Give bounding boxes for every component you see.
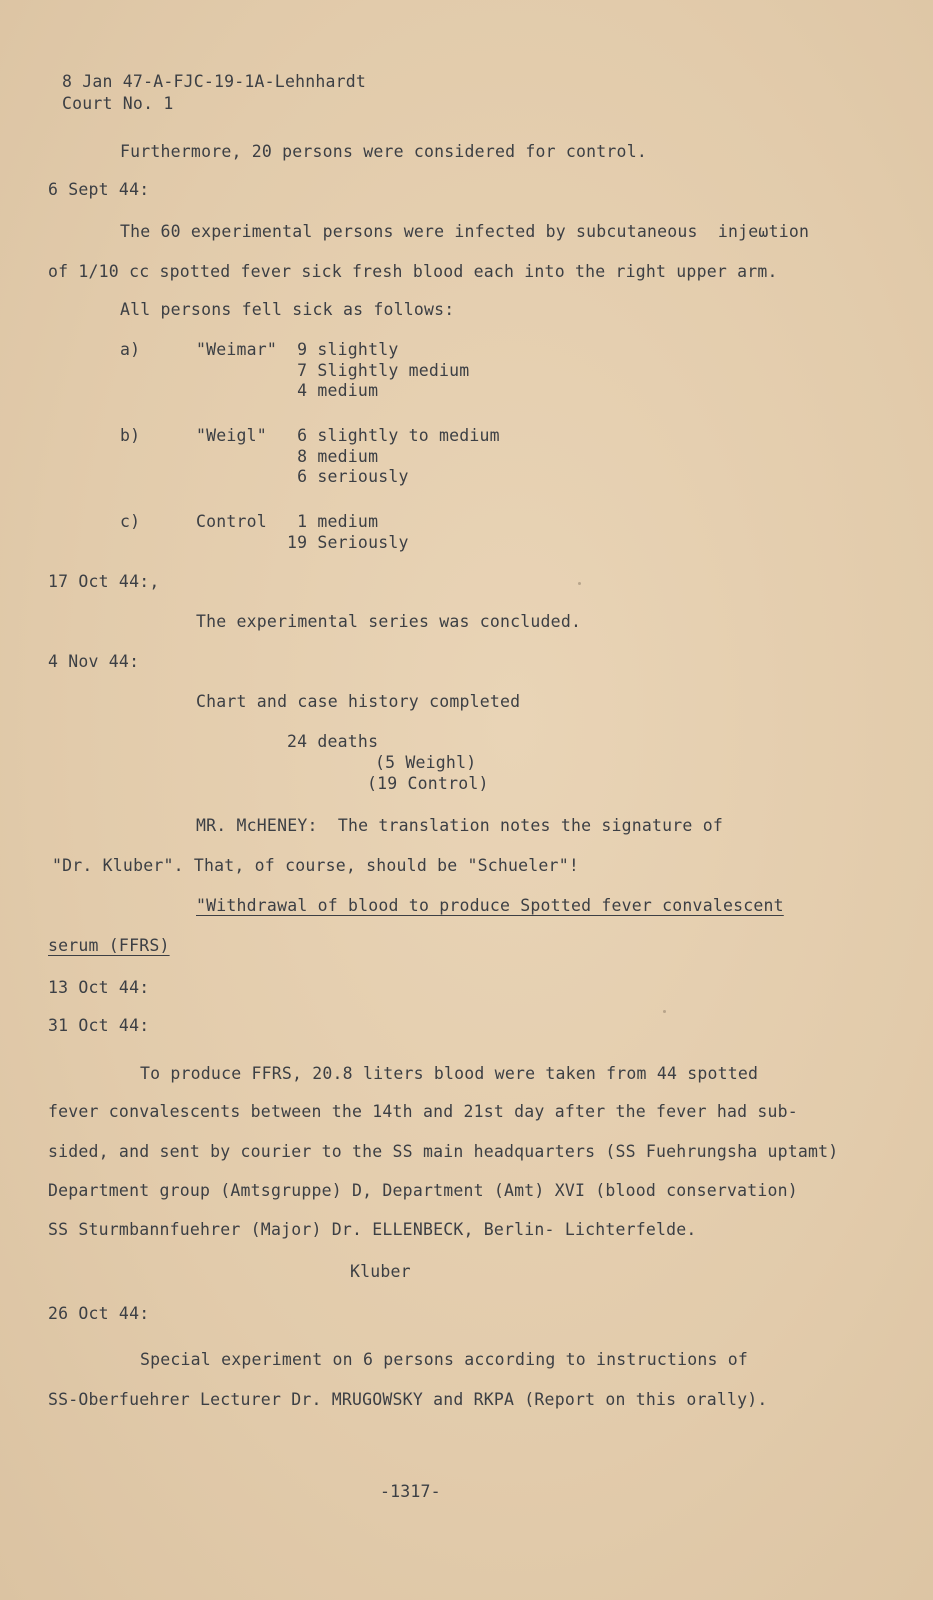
- mcheney-line-1: MR. McHENEY: The translation notes the signature of: [196, 816, 723, 835]
- group-c-outcome: 19 Seriously: [287, 533, 409, 552]
- group-b-outcome: 6 seriously: [287, 467, 409, 486]
- ffrs-line: sided, and sent by courier to the SS main headquarters (SS Fuehrungsha uptamt): [48, 1142, 839, 1161]
- group-a-key: a): [120, 340, 141, 359]
- group-a-name: "Weimar": [196, 340, 278, 359]
- deaths-control: (19 Control): [367, 774, 489, 793]
- paper-speck: [663, 1010, 666, 1013]
- infected-line-2: of 1/10 cc spotted fever sick fresh blood each into the right upper arm.: [48, 262, 778, 281]
- page-number: -1317-: [380, 1482, 441, 1501]
- mcheney-line-2: "Dr. Kluber". That, of course, should be "Schueler"!: [52, 856, 579, 875]
- withdrawal-heading-2: serum (FFRS): [48, 936, 170, 955]
- date-17-oct: 17 Oct 44:,: [48, 572, 160, 591]
- group-c-outcome: 1 medium: [287, 512, 379, 531]
- group-a-outcome: 4 medium: [287, 381, 379, 400]
- group-b-key: b): [120, 426, 141, 445]
- special-line-1: Special experiment on 6 persons according to instructions of: [140, 1350, 749, 1369]
- group-b-outcome: 6 slightly to medium: [287, 426, 500, 445]
- deaths-weighl: (5 Weighl): [375, 753, 477, 772]
- date-6-sept: 6 Sept 44:: [48, 180, 150, 199]
- ffrs-line: To produce FFRS, 20.8 liters blood were taken from 44 spotted: [140, 1064, 759, 1083]
- date-13-oct: 13 Oct 44:: [48, 978, 150, 997]
- furthermore-line: Furthermore, 20 persons were considered for control.: [120, 142, 647, 161]
- group-a-outcome: 7 Slightly medium: [287, 361, 470, 380]
- special-line-2: SS-Oberfuehrer Lecturer Dr. MRUGOWSKY and RKPA (Report on this orally).: [48, 1390, 768, 1409]
- paper-speck: [578, 582, 581, 585]
- deaths-total: 24 deaths: [287, 732, 379, 751]
- concluded-line: The experimental series was concluded.: [196, 612, 582, 631]
- ffrs-line: SS Sturmbannfuehrer (Major) Dr. ELLENBECK, Berlin- Lichterfelde.: [48, 1220, 697, 1239]
- fell-sick-line: All persons fell sick as follows:: [120, 300, 455, 319]
- ffrs-line: fever convalescents between the 14th and 21st day after the fever had sub-: [48, 1102, 798, 1121]
- group-c-key: c): [120, 512, 141, 531]
- group-b-outcome: 8 medium: [287, 447, 379, 466]
- infected-line-1: The 60 experimental persons were infected by subcutaneous injeωtion: [120, 222, 810, 241]
- signature-kluber: Kluber: [350, 1262, 411, 1281]
- date-4-nov: 4 Nov 44:: [48, 652, 140, 671]
- header-court: Court No. 1: [62, 94, 174, 113]
- date-31-oct: 31 Oct 44:: [48, 1016, 150, 1035]
- withdrawal-heading-1: "Withdrawal of blood to produce Spotted fever convalescent: [196, 896, 784, 915]
- header-ref: 8 Jan 47-A-FJC-19-1A-Lehnhardt: [62, 72, 367, 91]
- ffrs-line: Department group (Amtsgruppe) D, Department (Amt) XVI (blood conservation): [48, 1181, 798, 1200]
- date-26-oct: 26 Oct 44:: [48, 1304, 150, 1323]
- group-b-name: "Weigl": [196, 426, 267, 445]
- group-a-outcome: 9 slightly: [287, 340, 399, 359]
- chart-completed-line: Chart and case history completed: [196, 692, 521, 711]
- group-c-name: Control: [196, 512, 267, 531]
